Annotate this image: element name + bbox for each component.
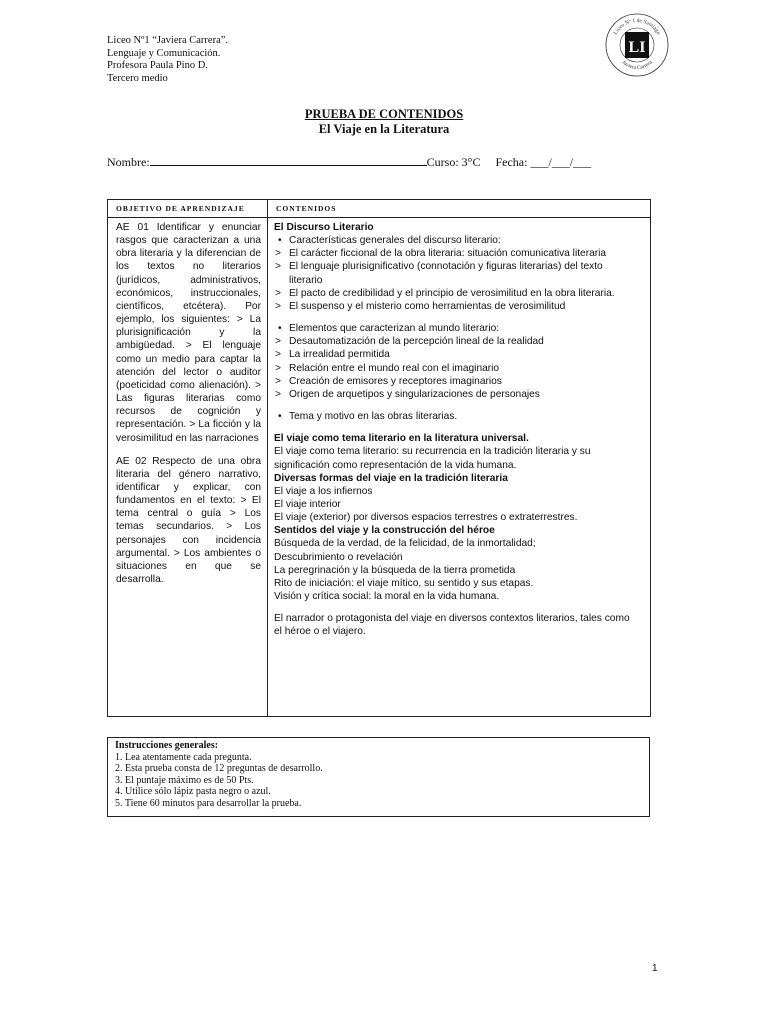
list-item: > El carácter ficcional de la obra literaria: situación comunicativa literaria — [275, 248, 607, 260]
name-field[interactable] — [150, 155, 427, 166]
section-formas-viaje: Diversas formas del viaje en la tradición literaria — [274, 472, 508, 484]
list-item: > El suspenso y el misterio como herramientas de verosimilitud — [275, 300, 566, 312]
instruction-item: 4. Utilice sólo lápiz pasta negro o azul. — [115, 786, 271, 798]
section-sentidos-viaje: Sentidos del viaje y la construcción del héroe — [274, 525, 495, 537]
text-line: Descubrimiento o revelación — [274, 551, 403, 563]
text-line: El viaje (exterior) por diversos espacios terrestres o extraterrestres. — [274, 512, 578, 524]
paragraph: El viaje como tema literario: su recurrencia en la tradición literaria y su significación como representación de la vida humana. — [274, 446, 591, 471]
section-discurso-literario: El Discurso Literario — [274, 222, 374, 233]
school-header — [107, 35, 228, 85]
objectives-header: OBJETIVO DE APRENDIZAJE — [108, 200, 268, 218]
list-item: • Tema y motivo en las obras literarias. — [278, 411, 458, 423]
list-item: > El lenguaje plurisignificativo (connotación y figuras literarias) del texto literario — [275, 261, 603, 286]
school-name: Liceo Nº1 “Javiera Carrera”. — [107, 35, 229, 46]
svg-text:Javiera Carrera: Javiera Carrera — [620, 59, 654, 72]
section-viaje-tema: El viaje como tema literario en la literatura universal. — [274, 433, 529, 445]
list-item: > El pacto de credibilidad y el principio de verosimilitud en la obra literaria. — [275, 287, 615, 299]
subject: Lenguaje y Comunicación. — [107, 47, 221, 59]
course-label: Curso: 3°C — [426, 155, 481, 169]
instruction-item: 2. Esta prueba consta de 12 preguntas de desarrollo. — [115, 763, 323, 775]
objectives-cell — [108, 218, 268, 717]
teacher: Profesora Paula Pino D. — [107, 60, 208, 71]
objective-ae01: AE 01 Identificar y enunciar rasgos que caracterizan a una obra literaria y la diferencian de los textos no literarios (jurídicos, administrativos, económicos, instruccionales, científicos, etcétera). Por ejemplo, los siguientes: > La plurisignificación y la ambigüedad. > El lenguaje como un medio para captar la atención del lector o auditor (poeticidad como alienación). > Las figuras literarias como recursos de cognición y representación. > La ficción y la verosimilitud en las narraciones — [116, 222, 261, 444]
paragraph: El narrador o protagonista del viaje en diversos contextos literarios, tales como el héroe o el viajero. — [274, 613, 630, 638]
svg-text:LI: LI — [628, 39, 646, 56]
page-number: 1 — [652, 963, 658, 974]
text-line: La peregrinación y la búsqueda de la tierra prometida — [274, 564, 516, 576]
list-item: > Creación de emisores y receptores imaginarios — [275, 375, 502, 387]
list-item: • Características generales del discurso literario: — [278, 235, 501, 247]
school-logo-icon — [604, 12, 670, 78]
instruction-item: 5. Tiene 60 minutos para desarrollar la prueba. — [115, 797, 302, 809]
objective-ae02: AE 02 Respecto de una obra literaria del género narrativo, identificar y explicar, con fundamentos en el texto: > El tema central o guía > Los temas secundarios. > Los personajes con incidencia argumental. > Los ambientes o situaciones en que se desarrolla. — [116, 455, 261, 586]
content-table — [107, 199, 651, 717]
contents-header: CONTENIDOS — [268, 200, 651, 218]
date-field[interactable]: Fecha: ___/___/___ — [495, 155, 592, 169]
exam-title: PRUEBA DE CONTENIDOS — [304, 107, 464, 121]
text-line: Rito de iniciación: el viaje mítico, su sentido y sus etapas. — [274, 577, 534, 589]
name-label: Nombre: — [107, 155, 150, 169]
list-item: > La irrealidad permitida — [275, 349, 390, 361]
instruction-item: 3. El puntaje máximo es de 50 Pts. — [115, 774, 254, 786]
contents-cell — [268, 218, 651, 717]
list-item: > Relación entre el mundo real con el imaginario — [275, 362, 500, 374]
instruction-item: 1. Lea atentamente cada pregunta. — [115, 751, 252, 763]
list-item: > Origen de arquetipos y singularizaciones de personajes — [275, 388, 540, 400]
text-line: Búsqueda de la verdad, de la felicidad, de la inmortalidad; — [274, 538, 536, 550]
instructions-box — [107, 737, 650, 817]
student-info-line — [107, 155, 591, 170]
exam-subtitle: El Viaje en la Literatura — [318, 122, 450, 136]
text-line: El viaje interior — [274, 498, 341, 510]
list-item: > Desautomatización de la percepción lineal de la realidad — [275, 336, 544, 348]
list-item: • Elementos que caracterizan al mundo literario: — [278, 323, 500, 335]
svg-text:Liceo Nº 1 de Santiago: Liceo Nº 1 de Santiago — [612, 17, 662, 36]
instructions-title: Instrucciones generales: — [115, 740, 219, 751]
text-line: Visión y crítica social: la moral en la vida humana. — [274, 591, 500, 603]
grade-level: Tercero medio — [107, 72, 168, 84]
text-line: El viaje a los infiernos — [274, 485, 373, 497]
